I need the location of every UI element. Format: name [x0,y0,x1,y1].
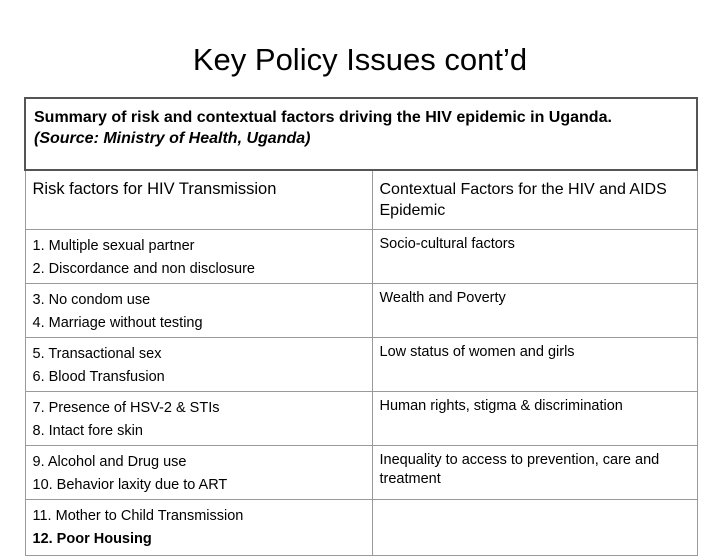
contextual-factor-cell: Low status of women and girls [372,338,697,392]
risk-factor-item: 7. Presence of HSV-2 & STIs [32,400,220,416]
risk-factor-item: 9. Alcohol and Drug use [32,454,187,470]
risk-factor-item: 4. Marriage without testing [32,315,203,331]
contextual-factor-cell [372,500,697,556]
risk-factor-item: 5. Transactional sex [32,346,162,362]
risk-factors-table [24,97,698,556]
risk-factor-cell [25,500,372,556]
table-caption [25,98,697,170]
risk-factor-cell [25,338,372,392]
table-caption-row [25,98,697,170]
risk-factor-item: 12. Poor Housing [32,531,152,547]
table-caption-source: (Source: Ministry of Health, Uganda) [34,130,311,147]
table-row [25,500,697,556]
table-row [25,392,697,446]
risk-factor-cell [25,392,372,446]
risk-factor-item: 2. Discordance and non disclosure [32,261,255,277]
risk-factor-item: 8. Intact fore skin [32,423,143,439]
risk-factor-item: 10. Behavior laxity due to ART [32,477,228,493]
table-row [25,446,697,500]
table-row [25,338,697,392]
contextual-factor-cell: Human rights, stigma & discrimination [372,392,697,446]
header-contextual-factors: Contextual Factors for the HIV and AIDS Epidemic [372,170,697,230]
contextual-factor-cell: Inequality to access to prevention, care and treatment [372,446,697,500]
table-header-row [25,170,697,230]
risk-factor-cell [25,284,372,338]
risk-factor-item: 11. Mother to Child Transmission [32,508,244,524]
table-row [25,284,697,338]
slide-title: Key Policy Issues cont’d [192,42,528,77]
contextual-factor-cell: Wealth and Poverty [372,284,697,338]
risk-factor-item: 3. No condom use [32,292,151,308]
risk-factor-cell [25,230,372,284]
risk-factor-cell [25,446,372,500]
contextual-factor-cell: Socio-cultural factors [372,230,697,284]
risk-factor-item: 1. Multiple sexual partner [32,238,195,254]
risk-factor-item: 6. Blood Transfusion [32,369,165,385]
header-risk-factors: Risk factors for HIV Transmission [25,170,372,230]
table-row [25,230,697,284]
table-caption-title: Summary of risk and contextual factors driving the HIV epidemic in Uganda. [34,109,612,126]
